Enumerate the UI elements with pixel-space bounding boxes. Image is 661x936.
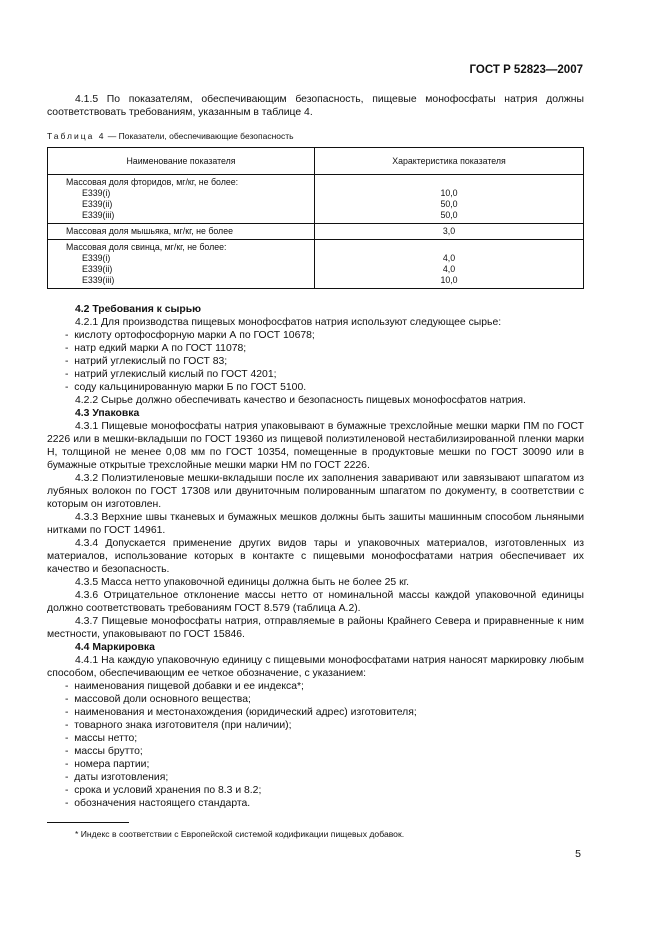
row-sub: E339(i): [82, 188, 111, 198]
standard-header: ГОСТ Р 52823—2007: [469, 64, 583, 76]
table-caption-label: Таблица 4: [47, 131, 106, 141]
table-cell-value: [315, 224, 584, 240]
row-label: Массовая доля свинца, мг/кг, не более:: [66, 242, 227, 252]
list-item: - наименования пищевой добавки и ее индекса*;: [65, 681, 304, 692]
clause-4-3-6: 4.3.6 Отрицательное отклонение массы нетто от номинальной массы каждой упаковочной единицы должно соответствовать требованиям ГОСТ 8.579 (таблица А.2).: [47, 590, 584, 614]
section-4-2-title: 4.2 Требования к сырью: [75, 304, 202, 315]
row-sub: E339(iii): [82, 210, 115, 220]
list-item: - массы брутто;: [65, 746, 143, 757]
table-cell-name: [48, 175, 315, 224]
table-row: [48, 224, 584, 240]
row-label: Массовая доля фторидов, мг/кг, не более:: [66, 177, 239, 187]
page-number: 5: [575, 848, 581, 860]
list-item: - натрий углекислый по ГОСТ 83;: [65, 356, 228, 367]
clause-4-1-5: 4.1.5 По показателям, обеспечивающим безопасность, пищевые монофосфаты натрия должны соответствовать требованиям, указанным в таблице 4.: [47, 94, 584, 118]
row-value: 50,0: [440, 210, 458, 220]
row-sub: E339(iii): [82, 275, 115, 285]
list-item: - соду кальцинированную марки Б по ГОСТ 5100.: [65, 382, 307, 393]
clause-4-2-2: 4.2.2 Сырье должно обеспечивать качество и безопасность пищевых монофосфатов натрия.: [75, 395, 526, 406]
list-item: - срока и условий хранения по 8.3 и 8.2;: [65, 785, 262, 796]
clause-4-3-3: 4.3.3 Верхние швы тканевых и бумажных мешков должны быть зашиты машинным способом льняными нитками по ГОСТ 14961.: [47, 512, 584, 536]
section-4-3-title: 4.3 Упаковка: [75, 408, 140, 419]
footnote: * Индекс в соответствии с Европейской системой кодификации пищевых добавок.: [75, 829, 405, 839]
row-value: 10,0: [440, 188, 458, 198]
list-item: - обозначения настоящего стандарта.: [65, 798, 251, 809]
list-item: - массовой доли основного вещества;: [65, 694, 251, 705]
list-item: - номера партии;: [65, 759, 150, 770]
row-sub: E339(ii): [82, 199, 113, 209]
list-item: - натрий углекислый кислый по ГОСТ 4201;: [65, 369, 277, 380]
list-item: - массы нетто;: [65, 733, 138, 744]
section-4-4-title: 4.4 Маркировка: [75, 642, 155, 653]
table-header-name: Наименование показателя: [48, 148, 315, 175]
list-item: - натр едкий марки А по ГОСТ 11078;: [65, 343, 247, 354]
row-sub: E339(ii): [82, 264, 113, 274]
table-header-row: [48, 148, 584, 175]
clause-4-3-2: 4.3.2 Полиэтиленовые мешки-вкладыши после их заполнения заваривают или завязывают шпагатом из лубяных волокон по ГОСТ 17308 или двуниточным полированным шпагатом по документу, в соответствии с которым он изготовлен.: [47, 473, 584, 510]
table-cell-name: [48, 240, 315, 289]
document-body: [47, 93, 584, 841]
footnote-divider: [47, 822, 129, 823]
table-row: [48, 240, 584, 289]
clause-4-4-1: 4.4.1 На каждую упаковочную единицу с пищевыми монофосфатами натрия наносят маркировку любым способом, обеспечивающим ее четкое обозначение, с указанием:: [47, 655, 584, 679]
table-caption-text: — Показатели, обеспечивающие безопасность: [105, 131, 294, 141]
row-value: 50,0: [440, 199, 458, 209]
table-row: [48, 175, 584, 224]
row-value: 4,0: [442, 253, 456, 263]
list-item: - кислоту ортофосфорную марки А по ГОСТ 10678;: [65, 330, 315, 341]
table-cell-name: [48, 224, 315, 240]
table-cell-value: [315, 240, 584, 289]
row-value: 4,0: [442, 264, 456, 274]
clause-4-3-7: 4.3.7 Пищевые монофосфаты натрия, отправляемые в районы Крайнего Севера и приравненные к ним местности, упаковывают по ГОСТ 15846.: [47, 616, 584, 640]
clause-4-3-4: 4.3.4 Допускается применение других видов тары и упаковочных материалов, изготовленных из материалов, использование которых в контакте с пищевыми монофосфатами натрия обеспечивает их качество и безопасность.: [47, 538, 584, 575]
row-value: 10,0: [440, 275, 458, 285]
clause-4-3-5: 4.3.5 Масса нетто упаковочной единицы должна быть не более 25 кг.: [75, 577, 410, 588]
row-label: Массовая доля мышьяка, мг/кг, не более: [66, 226, 233, 236]
table-cell-value: [315, 175, 584, 224]
list-item: - товарного знака изготовителя (при наличии);: [65, 720, 292, 731]
clause-4-3-1: 4.3.1 Пищевые монофосфаты натрия упаковывают в бумажные трехслойные мешки марки ПМ по ГОСТ 2226 или в мешки-вкладыши по ГОСТ 19360 из пищевой полиэтиленовой нестабилизированной пленки марки Н, толщиной не менее 0,08 мм по ГОСТ 10354, помещенные в продуктовые мешки по ГОСТ 30090 или в бумажные открытые трехслойные мешки марки НМ по ГОСТ 2226.: [47, 421, 584, 471]
row-sub: E339(i): [82, 253, 111, 263]
list-item: - даты изготовления;: [65, 772, 169, 783]
safety-indicators-table: [47, 147, 584, 289]
table-caption: [47, 130, 584, 143]
list-item: - наименования и местонахождения (юридический адрес) изготовителя;: [65, 707, 417, 718]
row-value: 3,0: [442, 226, 456, 236]
table-header-value: Характеристика показателя: [315, 148, 584, 175]
clause-4-2-1: 4.2.1 Для производства пищевых монофосфатов натрия используют следующее сырье:: [75, 317, 502, 328]
